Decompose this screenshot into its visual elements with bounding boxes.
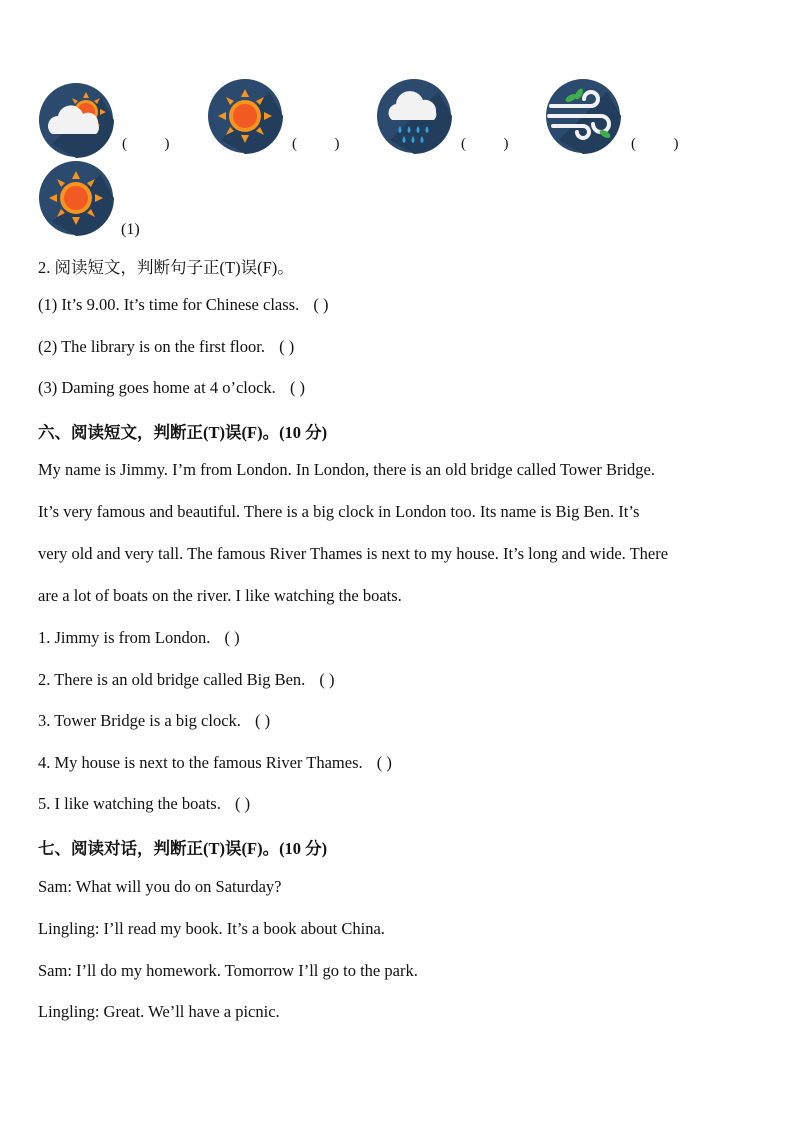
answer-blank[interactable]: ( ) <box>289 378 306 397</box>
answer-blank[interactable]: ( ) <box>319 670 335 689</box>
question-text: (1) It’s 9.00. It’s time for Chinese class. <box>38 295 300 314</box>
dialogue-line: Sam: What will you do on Saturday? <box>38 877 282 896</box>
section6-item-3 <box>38 711 270 731</box>
sun-icon <box>38 160 114 236</box>
dialogue-line: Lingling: Great. We’ll have a picnic. <box>38 1002 280 1021</box>
passage-line: It’s very famous and beautiful. There is a big clock in London too. Its name is Big Ben. It’s <box>38 502 640 521</box>
section6-passage <box>38 449 758 617</box>
question-text: 4. My house is next to the famous River Thames. <box>38 753 363 772</box>
question-text: 2. There is an old bridge called Big Ben. <box>38 670 306 689</box>
question-text: (2) The library is on the first floor. <box>38 337 265 356</box>
question-text: 3. Tower Bridge is a big clock. <box>38 711 241 730</box>
sun-behind-cloud-icon <box>38 82 114 158</box>
answer-blank[interactable]: ( ) <box>631 136 679 152</box>
answer-blank[interactable]: ( ) <box>224 628 240 647</box>
section6-item-4 <box>38 753 392 773</box>
section6-item-2 <box>38 670 335 690</box>
passage-line: are a lot of boats on the river. I like watching the boats. <box>38 586 402 605</box>
rain-cloud-icon <box>376 78 452 154</box>
part2-item-2 <box>38 337 294 357</box>
answer-blank[interactable]: ( ) <box>376 753 392 772</box>
section7-title: 七、阅读对话，判断正(T)误(F)。(10 分) <box>38 839 328 858</box>
part2-item-1 <box>38 295 328 315</box>
question-text: 5. I like watching the boats. <box>38 794 221 813</box>
sun-icon <box>207 78 283 154</box>
question-text: 1. Jimmy is from London. <box>38 628 211 647</box>
section6-item-5 <box>38 794 250 814</box>
answer-blank[interactable]: ( ) <box>122 136 170 152</box>
section6-item-1 <box>38 628 240 648</box>
section6-title: 六、阅读短文，判断正(T)误(F)。(10 分) <box>38 423 328 442</box>
answer-blank[interactable]: ( ) <box>279 337 295 356</box>
dialogue-line: Sam: I’ll do my homework. Tomorrow I’ll go to the park. <box>38 961 418 980</box>
answer-blank[interactable]: ( ) <box>461 136 509 152</box>
passage-line: My name is Jimmy. I’m from London. In London, there is an old bridge called Tower Bridge. <box>38 460 656 479</box>
answer-blank[interactable]: ( ) <box>292 136 340 152</box>
question-text: (3) Daming goes home at 4 o’clock. <box>38 378 276 397</box>
dialogue-line: Lingling: I’ll read my book. It’s a book about China. <box>38 919 385 938</box>
answer-label: (1) <box>121 221 140 238</box>
part2-item-3 <box>38 378 305 398</box>
part2-title: 2. 阅读短文，判断句子正(T)误(F)。 <box>38 258 294 277</box>
answer-blank[interactable]: ( ) <box>234 794 251 813</box>
wind-icon <box>545 78 621 154</box>
answer-blank[interactable]: ( ) <box>313 295 329 314</box>
answer-blank[interactable]: ( ) <box>255 711 271 730</box>
passage-line: very old and very tall. The famous River Thames is next to my house. It’s long and wide. There <box>38 544 669 563</box>
